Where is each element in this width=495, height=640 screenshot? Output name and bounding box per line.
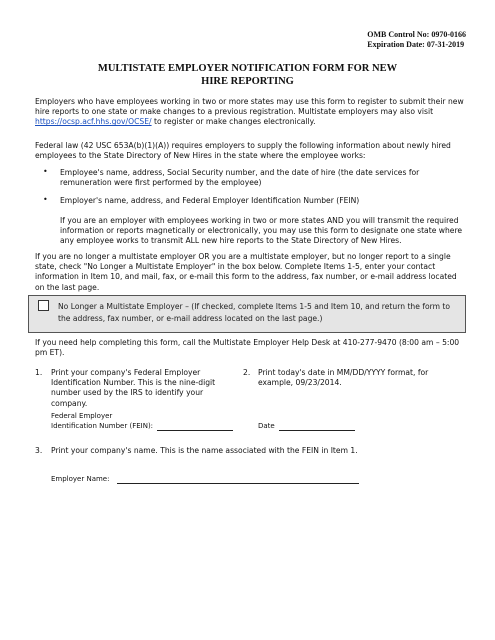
bullet-marker-2: • — [43, 195, 48, 204]
bullet-marker-1: • — [43, 167, 48, 176]
form-title-line1: MULTISTATE EMPLOYER NOTIFICATION FORM FOR NEW — [97, 63, 398, 74]
no-longer-multistate-checkbox[interactable] — [38, 300, 49, 311]
no-longer-multistate-label: No Longer a Multistate Employer – (If checked, complete Items 1-5 and Item 10, and return the form to the address, fax number, or e-mail address located on the last page.) — [58, 302, 451, 323]
federal-law-paragraph: Federal law (42 USC 653A(b)(1)(A)) requires employers to supply the following information about newly hired employees to the State Directory of New Hires in the state where the employee works: — [35, 141, 451, 161]
item1-field-label-line2: Identification Number (FEIN): — [51, 422, 154, 430]
intro-paragraph — [35, 97, 467, 128]
intro-text-after: to register or make changes electronically. — [151, 117, 316, 127]
help-desk-text: If you need help completing this form, call the Multistate Employer Help Desk at 410-277-9470 (8:00 am – 5:00 pm ET). — [35, 338, 460, 358]
expiration-date: Expiration Date: 07-31-2019 — [367, 40, 465, 49]
item1-text: Print your company's Federal Employer Identification Number. This is the nine-digit number used by the IRS to identify your company. — [51, 368, 216, 408]
item2-field-label: Date — [258, 422, 275, 430]
ocse-link[interactable]: https://ocsp.acf.hhs.gov/OCSE/ — [35, 117, 152, 127]
fein-input[interactable] — [157, 430, 233, 431]
bullet-item-2: Employer's name, address, and Federal Employer Identification Number (FEIN) — [60, 196, 360, 205]
item1-number: 1. — [35, 368, 43, 377]
employer-name-input[interactable] — [117, 483, 359, 484]
intro-text: Employers who have employees working in two or more states may use this form to register to submit their new hire reports to one state or make changes to a previous registration. Multistate employers may also visit — [35, 97, 464, 117]
omb-control-number: OMB Control No: 0970-0166 — [367, 30, 466, 39]
item3-field-label: Employer Name: — [51, 475, 110, 483]
omb-block — [367, 30, 466, 50]
bullet-followup-paragraph: If you are an employer with employees working in two or more states AND you will transmit the required information or reports magnetically or electronically, you may use this form to designate one state where any employee works to transmit ALL new hire reports to the State Directory of New Hires. — [60, 216, 463, 246]
item1-field-label-line1: Federal Employer — [51, 412, 113, 420]
no-longer-paragraph: If you are no longer a multistate employer OR you are a multistate employer, but no longer report to a single state, check "No Longer a Multistate Employer" in the box below. Complete Items 1-5, enter your contact information in Item 10, and mail, fax, or e-mail this form to the address, fax number, or e-mail address located on the last page. — [35, 252, 457, 292]
item3-text: Print your company's name. This is the name associated with the FEIN in Item 1. — [51, 446, 358, 455]
form-title-line2: HIRE REPORTING — [201, 76, 294, 87]
item2-text: Print today's date in MM/DD/YYYY format, for example, 09/23/2014. — [258, 368, 429, 388]
item2-number: 2. — [243, 368, 251, 377]
bullet-item-1: Employee's name, address, Social Security number, and the date of hire (the date services for remuneration were first performed by the employee) — [60, 168, 420, 188]
form-title — [0, 62, 495, 88]
date-input[interactable] — [279, 430, 355, 431]
item3-number: 3. — [35, 446, 43, 455]
